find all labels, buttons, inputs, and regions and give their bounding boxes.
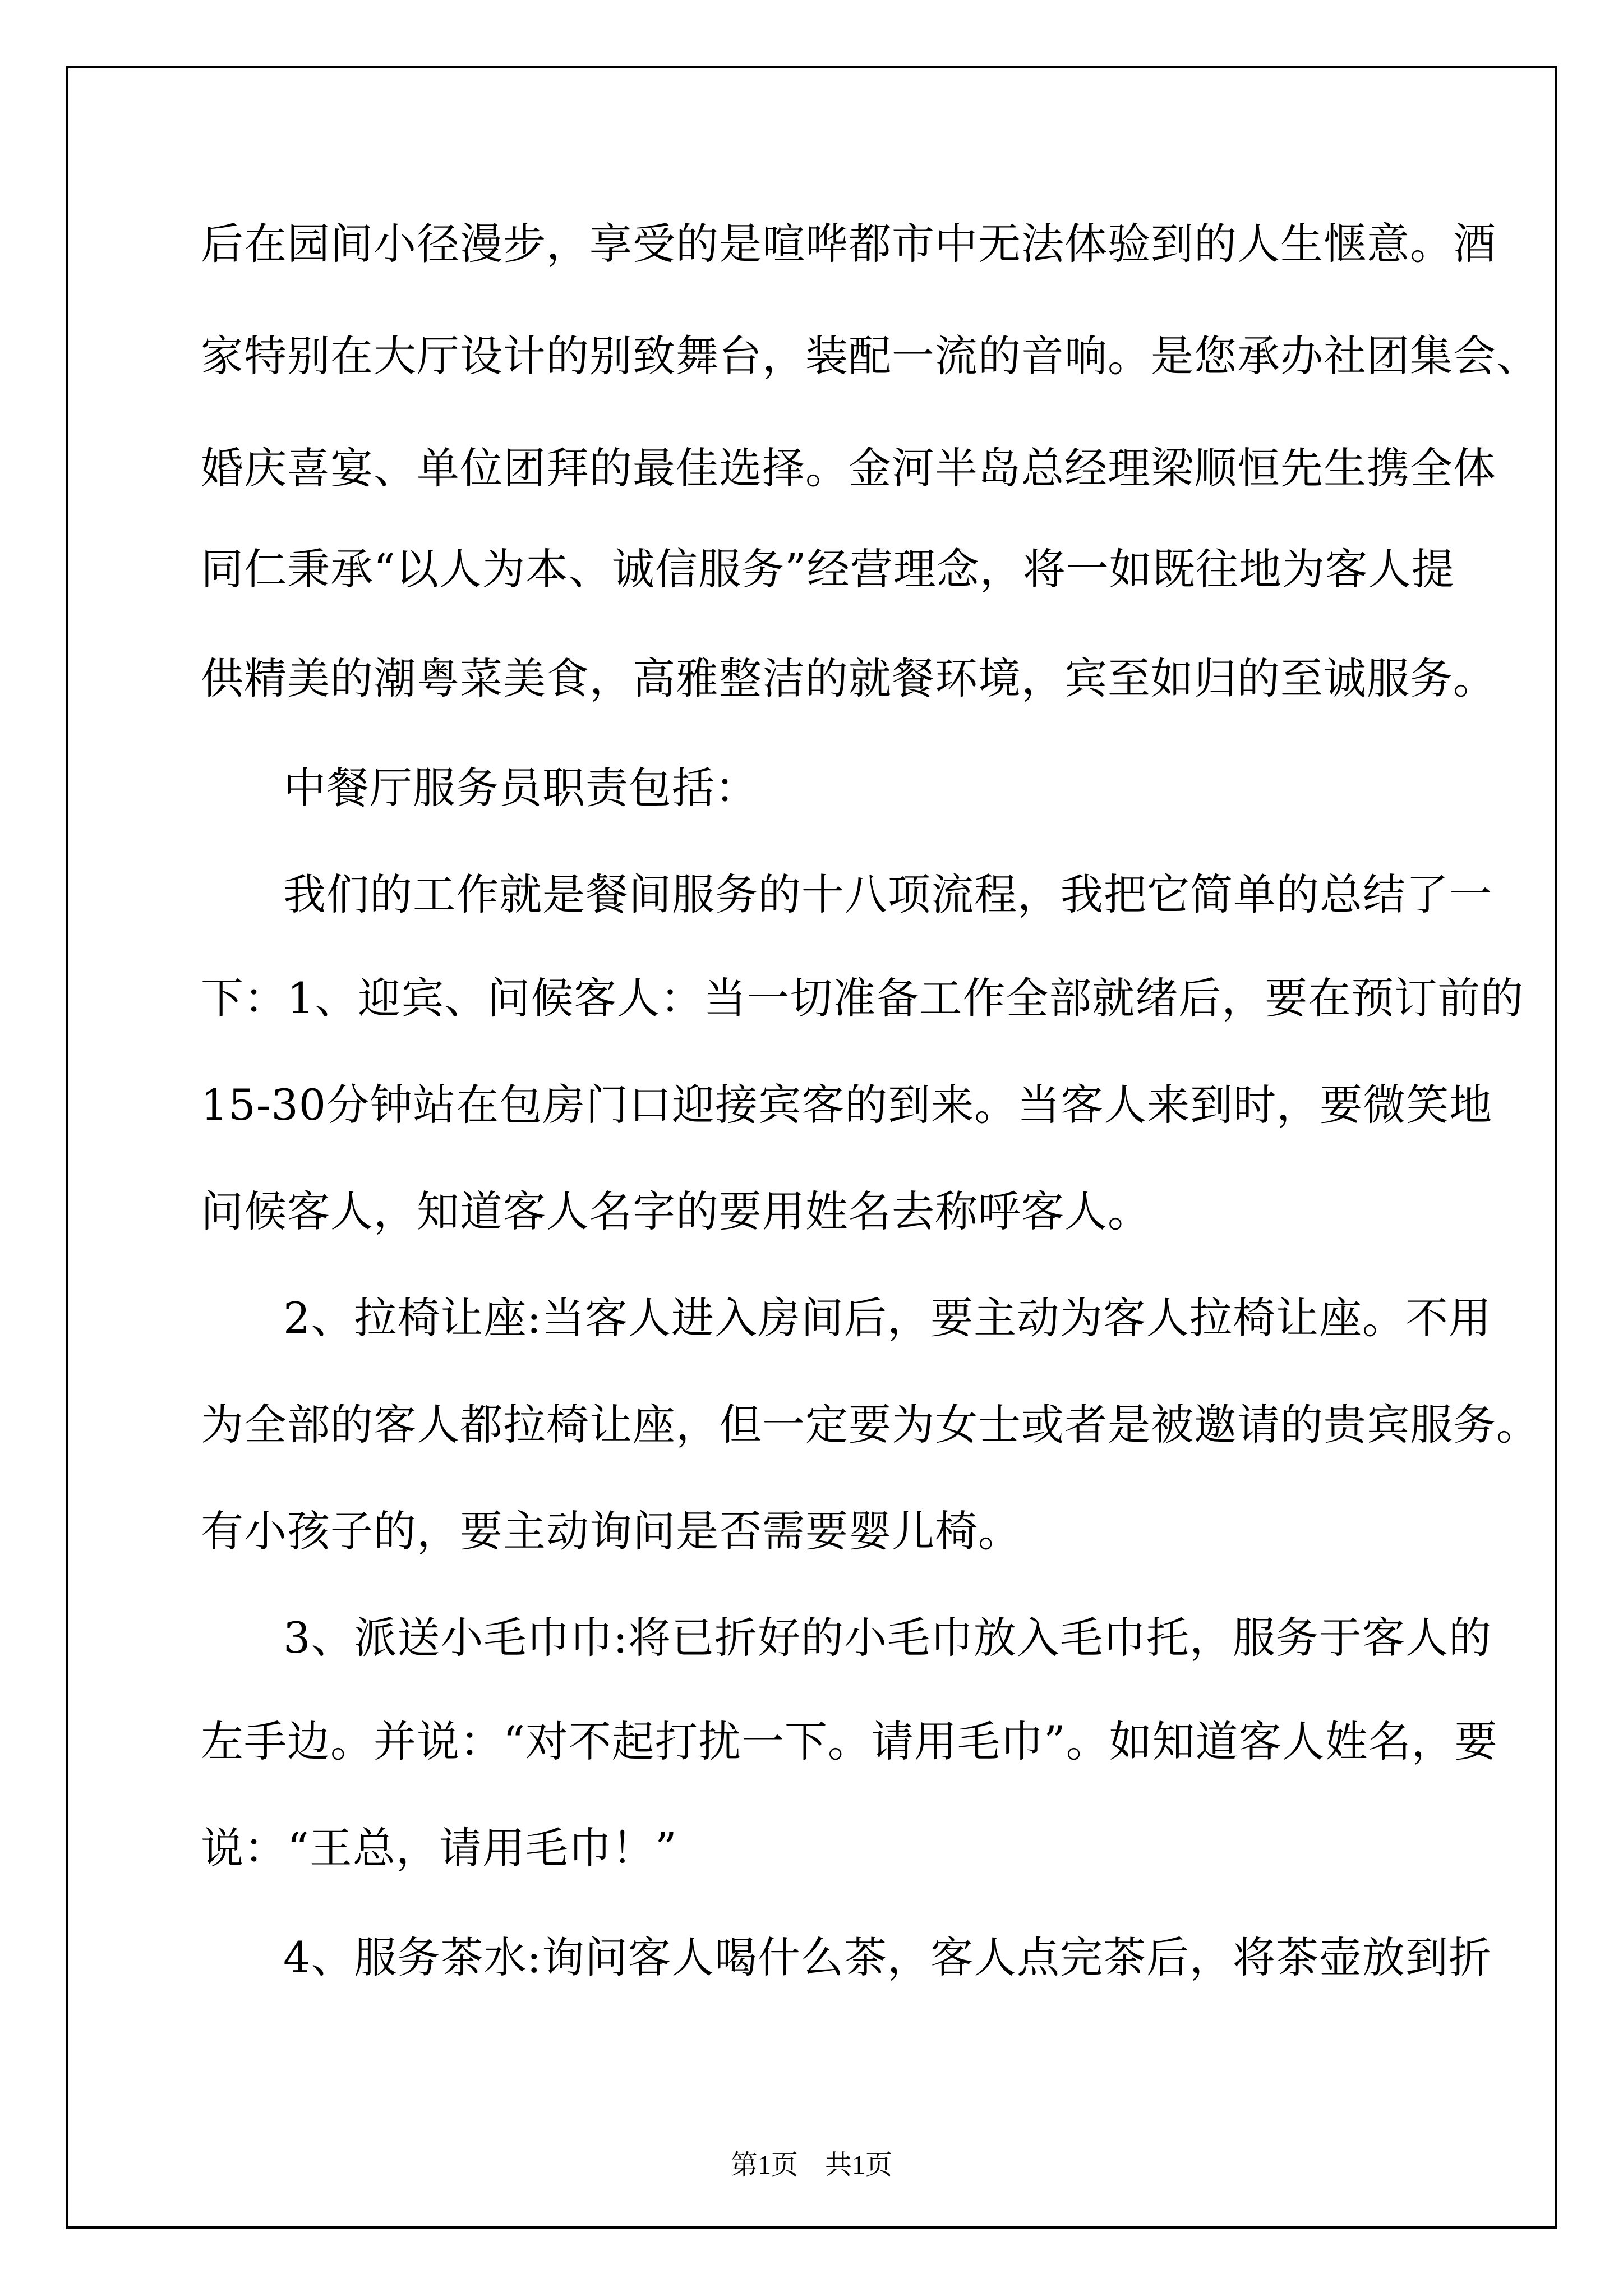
text-line: 3、派送小毛巾巾:将已折好的小毛巾放入毛巾托，服务于客人的 — [283, 1613, 1492, 1663]
text-line: 同仁秉承“以人为本、诚信服务”经营理念，将一如既往地为客人提 — [201, 544, 1455, 594]
text-line: 下：1、迎宾、问候客人：当一切准备工作全部就绪后，要在预订前的 — [201, 973, 1524, 1023]
text-line: 2、拉椅让座:当客人进入房间后，要主动为客人拉椅让座。不用 — [283, 1293, 1492, 1343]
text-line: 供精美的潮粤菜美食，高雅整洁的就餐环境，宾至如归的至诚服务。 — [201, 654, 1496, 703]
text-line: 我们的工作就是餐间服务的十八项流程，我把它简单的总结了一 — [283, 869, 1492, 919]
paragraph-heading: 中餐厅服务员职责包括： — [283, 763, 758, 813]
text-line: 左手边。并说：“对不起打扰一下。请用毛巾”。如知道客人姓名，要 — [201, 1717, 1498, 1766]
text-line: 说：“王总，请用毛巾！” — [201, 1823, 677, 1873]
text-line: 婚庆喜宴、单位团拜的最佳选择。金河半岛总经理梁顺恒先生携全体 — [201, 443, 1496, 493]
page-number: 第1页 共1页 — [730, 2150, 892, 2180]
text-line: 有小孩子的，要主动询问是否需要婴儿椅。 — [201, 1506, 1021, 1556]
text-line: 15-30分钟站在包房门口迎接宾客的到来。当客人来到时，要微笑地 — [201, 1080, 1493, 1130]
text-line: 4、服务茶水:询问客人喝什么茶，客人点完茶后，将茶壶放到折 — [283, 1932, 1492, 1982]
page-border — [66, 66, 1557, 2229]
text-line: 家特别在大厅设计的别致舞台，装配一流的音响。是您承办社团集会、 — [201, 331, 1539, 381]
text-line: 问候客人，知道客人名字的要用姓名去称呼客人。 — [201, 1186, 1151, 1236]
text-line: 为全部的客人都拉椅让座，但一定要为女士或者是被邀请的贵宾服务。 — [201, 1400, 1539, 1450]
text-line: 后在园间小径漫步，享受的是喧哗都市中无法体验到的人生惬意。酒 — [201, 219, 1496, 269]
